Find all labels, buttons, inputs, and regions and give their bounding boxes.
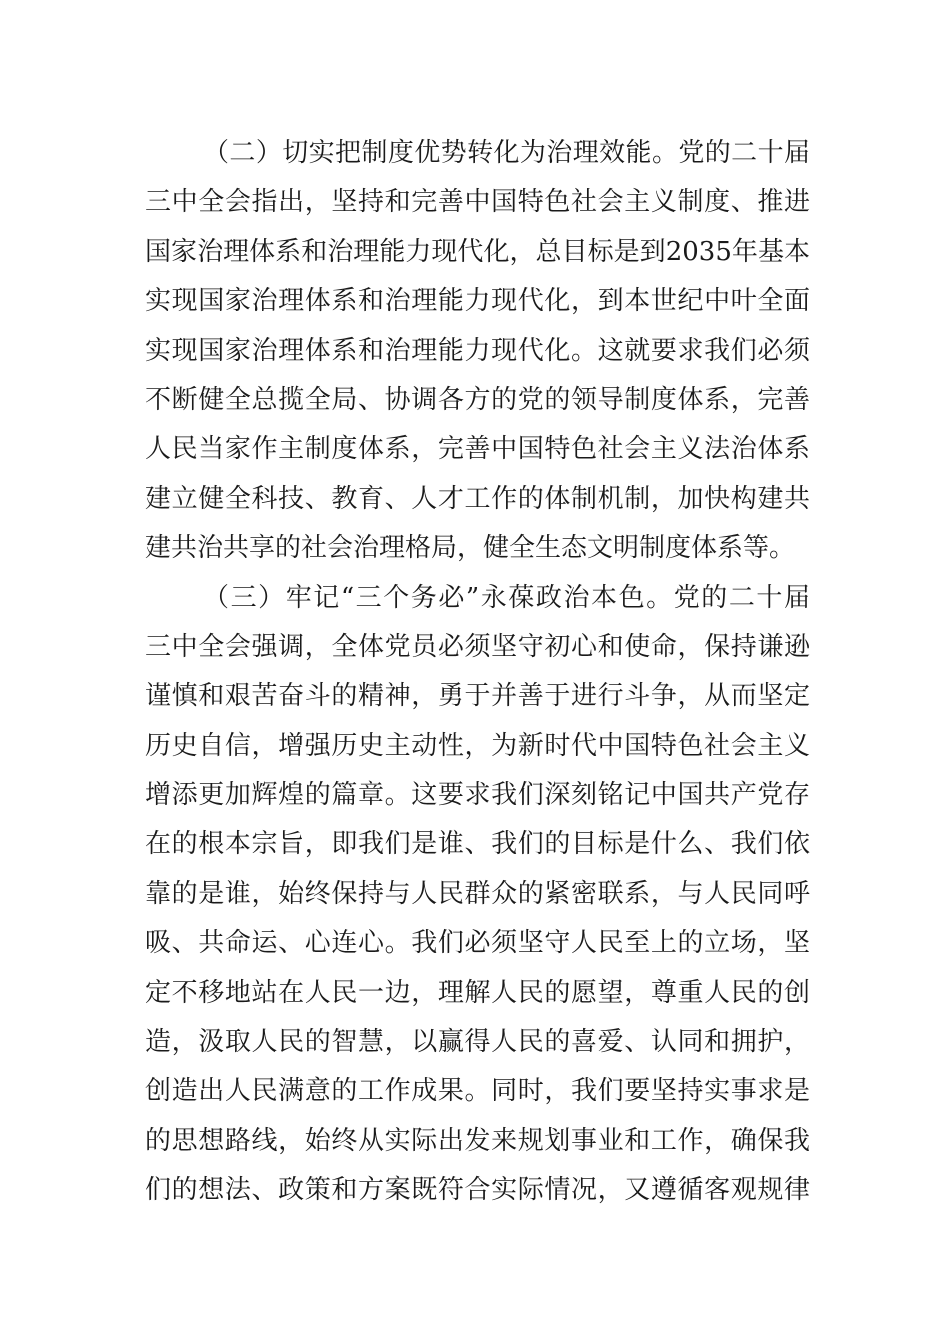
paragraph-line: 定不移地站在人民一边，理解人民的愿望，尊重人民的创 [145,977,810,1008]
paragraph-line: 造，汲取人民的智慧，以赢得人民的喜爱、认同和拥护， [145,1027,810,1058]
paragraph-line: 的思想路线，始终从实际出发来规划事业和工作，确保我 [145,1125,810,1156]
paragraph-three-musts [145,574,810,1216]
paragraph-line: 吸、共命运、心连心。我们必须坚守人民至上的立场，坚 [145,928,810,959]
paragraph-institutional-advantage [145,129,810,574]
paragraph-line: 创造出人民满意的工作成果。同时，我们要坚持实事求是 [145,1076,810,1107]
paragraph-line: 谨慎和艰苦奋斗的精神，勇于并善于进行斗争，从而坚定 [145,681,810,712]
paragraph-line: 三中全会强调，全体党员必须坚守初心和使命，保持谦逊 [145,631,810,662]
paragraph-line: 实现国家治理体系和治理能力现代化，到本世纪中叶全面 [145,286,810,317]
paragraph-line: 不断健全总揽全局、协调各方的党的领导制度体系，完善 [145,384,810,415]
paragraph-line: （三）牢记“三个务必”永葆政治本色。党的二十届 [203,582,810,613]
document-body [145,129,810,1216]
paragraph-line: 三中全会指出，坚持和完善中国特色社会主义制度、推进 [145,187,810,218]
paragraph-line: 在的根本宗旨，即我们是谁、我们的目标是什么、我们依 [145,829,810,860]
paragraph-line: 靠的是谁，始终保持与人民群众的紧密联系，与人民同呼 [145,878,810,909]
paragraph-line: 建共治共享的社会治理格局，健全生态文明制度体系等。 [145,533,796,564]
paragraph-line: 们的想法、政策和方案既符合实际情况，又遵循客观规律 [145,1175,810,1206]
paragraph-line: 建立健全科技、教育、人才工作的体制机制，加快构建共 [145,483,810,514]
paragraph-line: 历史自信，增强历史主动性，为新时代中国特色社会主义 [145,730,810,761]
paragraph-line: 增添更加辉煌的篇章。这要求我们深刻铭记中国共产党存 [145,780,810,811]
paragraph-line: 实现国家治理体系和治理能力现代化。这就要求我们必须 [145,335,810,366]
paragraph-line: （二）切实把制度优势转化为治理效能。党的二十届 [203,138,810,168]
paragraph-line: 人民当家作主制度体系，完善中国特色社会主义法治体系 [145,434,810,465]
paragraph-line: 国家治理体系和治理能力现代化，总目标是到2035年基本 [145,236,810,267]
